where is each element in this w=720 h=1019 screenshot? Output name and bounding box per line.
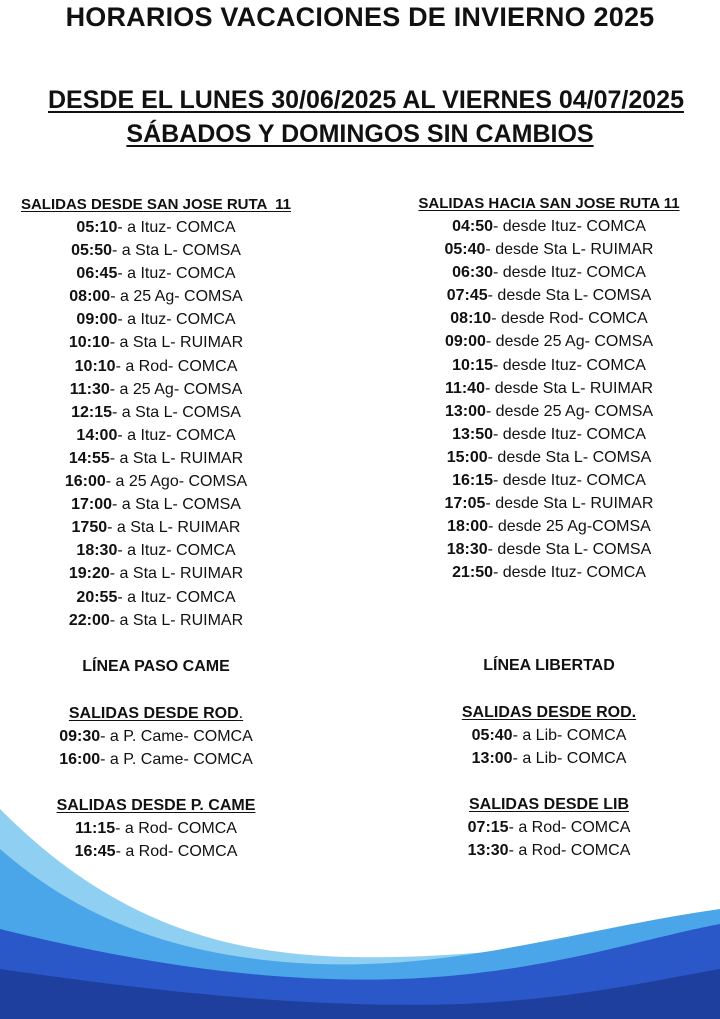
departure-time: 18:00 xyxy=(447,518,489,536)
departure-time: 06:30 xyxy=(452,264,493,282)
schedule-row xyxy=(0,401,312,424)
departure-time: 13:30 xyxy=(467,842,509,860)
route-detail: - a Ituz- COMCA xyxy=(117,426,236,444)
route-detail: - a Rod- COMCA xyxy=(115,843,238,861)
departure-time: 17:05 xyxy=(444,495,486,513)
route-detail: - a 25 Ago- COMSA xyxy=(105,473,248,491)
departure-time: 05:10 xyxy=(76,219,118,236)
schedule-row xyxy=(392,538,706,561)
route-detail: - desde Sta L- COMSA xyxy=(487,541,652,559)
route-detail: - desde 25 Ag- COMSA xyxy=(485,402,654,420)
departure-time: 16:00 xyxy=(59,751,101,769)
linea-paso-came-title: LÍNEA PASO CAME xyxy=(82,658,230,675)
route-detail: - a Sta L- RUIMAR xyxy=(109,449,244,467)
route-detail: - desde 25 Ag- COMSA xyxy=(485,333,654,351)
schedule-row xyxy=(392,261,706,284)
schedule-row xyxy=(392,400,706,423)
departure-time: 10:15 xyxy=(452,356,493,374)
route-detail: - a 25 Ag- COMSA xyxy=(110,288,243,306)
route-detail: - a P. Came- COMCA xyxy=(100,728,253,745)
blue-wave-decoration xyxy=(0,809,720,1019)
schedule-row xyxy=(392,215,706,238)
schedule-row xyxy=(0,609,312,632)
schedule-row xyxy=(0,586,312,609)
route-detail: - a Ituz- COMCA xyxy=(117,588,236,606)
schedule-row xyxy=(0,493,312,516)
schedule-row xyxy=(0,262,312,285)
departure-time: 17:00 xyxy=(71,496,112,514)
route-detail: - a Sta L- COMSA xyxy=(112,496,241,514)
schedule-row xyxy=(0,285,312,308)
schedule-row xyxy=(392,747,706,770)
route-detail: - desde Ituz- COMCA xyxy=(492,564,646,582)
departures-from-san-jose-column xyxy=(0,194,312,632)
route-detail: - desde Ituz- COMCA xyxy=(492,425,646,443)
route-detail: - desde Sta L- COMSA xyxy=(487,287,652,305)
departure-time: 07:15 xyxy=(467,819,509,837)
route-detail: - a Ituz- COMCA xyxy=(117,219,236,236)
schedule-row xyxy=(0,725,312,748)
schedule-row xyxy=(0,239,312,262)
route-detail: - desde Ituz- COMCA xyxy=(492,472,646,490)
schedule-row xyxy=(0,748,312,771)
schedule-row xyxy=(392,446,706,469)
route-detail: - desde Sta L- RUIMAR xyxy=(484,379,654,397)
route-detail: - a Sta L- COMSA xyxy=(112,403,241,421)
route-detail: - desde Sta L- RUIMAR xyxy=(485,495,654,513)
route-detail: - a Lib- COMCA xyxy=(512,750,627,768)
schedule-row xyxy=(392,238,706,261)
route-detail: - desde Rod- COMCA xyxy=(491,310,648,328)
departure-time: 10:10 xyxy=(74,357,116,375)
departure-time: 13:00 xyxy=(444,402,486,420)
schedule-row xyxy=(0,447,312,470)
departure-time: 06:45 xyxy=(76,265,118,283)
departure-time: 09:30 xyxy=(59,728,101,745)
route-detail: - desde Ituz- COMCA xyxy=(492,218,646,235)
weekend-note-subtitle: SÁBADOS Y DOMINGOS SIN CAMBIOS xyxy=(126,120,594,148)
route-detail: - a Rod- COMCA xyxy=(115,820,237,838)
route-detail: - a Rod- COMCA xyxy=(115,357,238,375)
route-detail: - a Sta L- RUIMAR xyxy=(109,334,244,352)
schedule-row xyxy=(0,562,312,585)
schedule-row xyxy=(0,331,312,354)
departure-time: 09:00 xyxy=(76,311,118,329)
schedule-row xyxy=(392,469,706,492)
departure-time: 16:00 xyxy=(64,473,106,491)
departure-time: 13:00 xyxy=(471,750,513,768)
route-detail: - a 25 Ag- COMSA xyxy=(109,380,243,398)
departure-time: 15:00 xyxy=(446,448,488,466)
schedule-row xyxy=(0,424,312,447)
departure-time: 08:10 xyxy=(450,310,492,328)
departure-time: 13:50 xyxy=(452,425,493,443)
route-detail: - a Ituz- COMCA xyxy=(117,311,236,329)
departure-time: 11:40 xyxy=(444,379,485,397)
route-detail: - desde Ituz- COMCA xyxy=(492,356,646,374)
route-detail: - desde Sta L- RUIMAR xyxy=(485,241,654,259)
schedule-row xyxy=(392,377,706,400)
route-detail: - a P. Came- COMCA xyxy=(100,751,253,769)
schedule-row xyxy=(0,355,312,378)
departures-to-header: SALIDAS HACIA SAN JOSE RUTA 11 xyxy=(418,195,680,212)
departure-time: 05:40 xyxy=(444,241,486,259)
departure-time: 05:40 xyxy=(471,727,513,744)
schedule-row xyxy=(0,216,312,239)
schedule-row xyxy=(392,307,706,330)
departure-time: 08:00 xyxy=(69,288,111,306)
route-detail: - desde Sta L- COMSA xyxy=(487,448,652,466)
route-detail: - a Sta L- RUIMAR xyxy=(109,611,244,629)
route-detail: - desde Ituz- COMCA xyxy=(492,264,646,282)
schedule-row xyxy=(392,284,706,307)
schedule-row xyxy=(0,308,312,331)
departure-time: 12:15 xyxy=(71,403,112,421)
departure-time: 16:15 xyxy=(452,472,493,490)
from-lib-header: SALIDAS DESDE LIB xyxy=(468,796,629,814)
route-detail: - a Rod- COMCA xyxy=(508,842,631,860)
route-detail: - desde 25 Ag-COMSA xyxy=(488,518,651,536)
from-rod-header-text: SALIDAS DESDE ROD xyxy=(68,705,239,722)
departure-time: 16:45 xyxy=(74,843,116,861)
departure-time: 09:00 xyxy=(444,333,486,351)
departure-time: 14:55 xyxy=(68,449,110,467)
from-rod-header xyxy=(0,703,312,725)
departure-time: 22:00 xyxy=(68,611,110,629)
departure-time: 07:45 xyxy=(446,287,488,305)
route-detail: - a Ituz- COMCA xyxy=(117,542,236,560)
linea-libertad-title: LÍNEA LIBERTAD xyxy=(483,657,615,674)
schedule-row xyxy=(0,378,312,401)
departure-time: 20:55 xyxy=(76,588,118,606)
from-rod-header: SALIDAS DESDE ROD. xyxy=(461,704,637,721)
schedule-row xyxy=(392,492,706,515)
route-detail: - a Sta L- RUIMAR xyxy=(107,519,241,537)
departures-from-header: SALIDAS DESDE SAN JOSE RUTA 11 xyxy=(20,196,292,213)
departures-from-list xyxy=(0,216,312,632)
route-detail: - a Sta L- COMSA xyxy=(112,242,241,260)
departure-time: 04:50 xyxy=(452,218,493,235)
departures-to-list xyxy=(392,215,706,585)
route-detail: - a Sta L- RUIMAR xyxy=(109,565,244,583)
departure-time: 11:30 xyxy=(69,380,110,398)
from-p-came-header: SALIDAS DESDE P. CAME xyxy=(56,797,256,815)
departure-time: 19:20 xyxy=(68,565,110,583)
schedule-row xyxy=(392,561,706,584)
departure-time: 11:15 xyxy=(75,820,116,838)
date-range-subtitle: DESDE EL LUNES 30/06/2025 AL VIERNES 04/07/2025 xyxy=(48,86,684,114)
departures-to-san-jose-column xyxy=(392,193,706,585)
route-detail: - a Lib- COMCA xyxy=(512,727,627,744)
departure-time: 1750 xyxy=(71,519,108,537)
schedule-row xyxy=(392,423,706,446)
departure-time: 05:50 xyxy=(71,242,112,260)
departure-time: 21:50 xyxy=(452,564,493,582)
departure-time: 18:30 xyxy=(76,542,118,560)
schedule-row xyxy=(392,330,706,353)
departure-time: 14:00 xyxy=(76,426,118,444)
from-rod-header-suffix: . xyxy=(238,705,244,722)
schedule-row xyxy=(392,724,706,747)
departure-time: 18:30 xyxy=(446,541,488,559)
schedule-row xyxy=(0,470,312,493)
departure-time: 10:10 xyxy=(68,334,110,352)
route-detail: - a Rod- COMCA xyxy=(508,819,631,837)
schedule-row xyxy=(392,515,706,538)
schedule-row xyxy=(392,354,706,377)
route-detail: - a Ituz- COMCA xyxy=(117,265,236,283)
schedule-row xyxy=(0,539,312,562)
schedule-row xyxy=(0,516,312,539)
page-title: HORARIOS VACACIONES DE INVIERNO 2025 xyxy=(65,2,655,32)
